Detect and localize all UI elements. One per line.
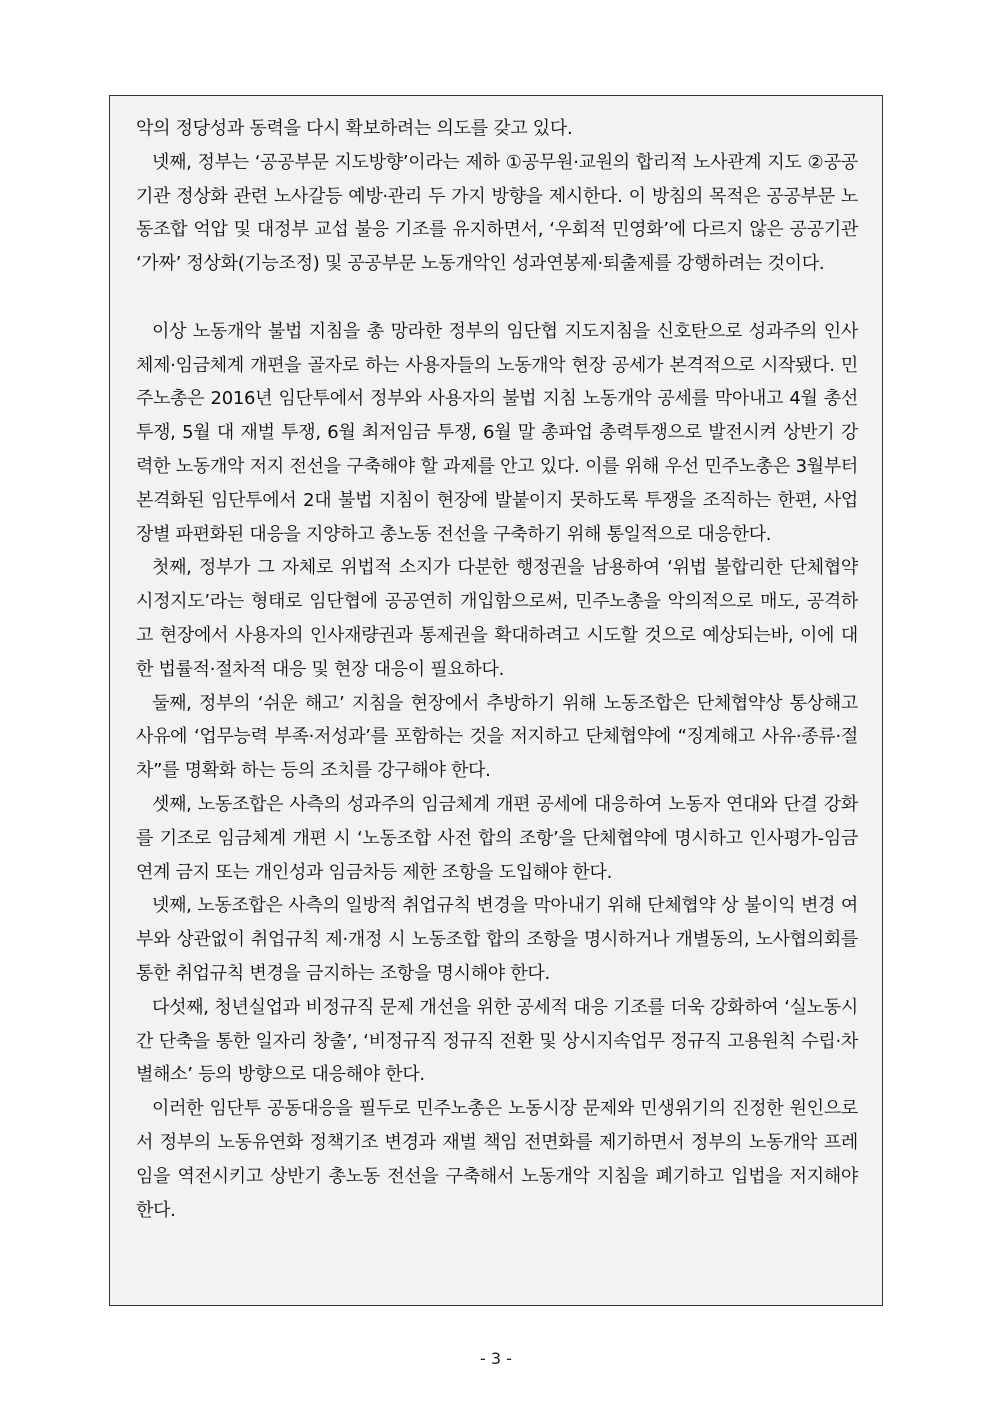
paragraph-fourth-government: 넷째, 정부는 ‘공공부문 지도방향’이라는 제하 ①공무원·교원의 합리적 노사관계 지도 ②공공기관 정상화 관련 노사갈등 예방·관리 두 가지 방향을 제시한다. 이 방침의 목적은 공공부문 노동조합 억압 및 대정부 교섭 불응 기조를 유지하면서, ‘우회적 민영화’에 다르지 않은 공공기관 ‘가짜’ 정상화(기능조정) 및 공공부문 노동개악인 성과연봉제·퇴출제를 강행하려는 것이다. <box>136 151 858 275</box>
paragraph-conclusion: 이러한 임단투 공동대응을 필두로 민주노총은 노동시장 문제와 민생위기의 진정한 원인으로서 정부의 노동유연화 정책기조 변경과 재벌 책임 전면화를 제기하면서 정부의 노동개악 프레임을 역전시키고 상반기 총노동 전선을 구축해서 노동개악 지침을 폐기하고 입법을 저지해야 한다. <box>136 1098 858 1221</box>
paragraph-first: 첫째, 정부가 그 자체로 위법적 소지가 다분한 행정권을 남용하여 ‘위법 불합리한 단체협약 시정지도’라는 형태로 임단협에 공공연히 개입함으로써, 민주노총을 악의적으로 매도, 공격하고 현장에서 사용자의 인사재량권과 통제권을 확대하려고 시도할 것으로 예상되는바, 이에 대한 법률적·절차적 대응 및 현장 대응이 필요하다. <box>136 557 858 680</box>
paragraph-fourth: 넷째, 노동조합은 사측의 일방적 취업규칙 변경을 막아내기 위해 단체협약 상 불이익 변경 여부와 상관없이 취업규칙 제·개정 시 노동조합 합의 조항을 명시하거나 개별동의, 노사협의회를 통한 취업규칙 변경을 금지하는 조항을 명시해야 한다. <box>136 895 858 984</box>
paragraph-gap <box>136 281 858 315</box>
page-number: - 3 - <box>480 1349 512 1368</box>
content-box <box>109 95 883 1306</box>
paragraph-continuation: 악의 정당성과 동력을 다시 확보하려는 의도를 갖고 있다. <box>136 118 573 139</box>
paragraph-third: 셋째, 노동조합은 사측의 성과주의 임금체계 개편 공세에 대응하여 노동자 연대와 단결 강화를 기조로 임금체계 개편 시 ‘노동조합 사전 합의 조항’을 단체협약에 명시하고 인사평가-임금 연계 금지 또는 개인성과 임금차등 제한 조항을 도입해야 한다. <box>136 793 858 883</box>
paragraph-fifth: 다섯째, 청년실업과 비정규직 문제 개선을 위한 공세적 대응 기조를 더욱 강화하여 ‘실노동시간 단축을 통한 일자리 창출’, ‘비정규직 정규직 전환 및 상시지속업무 정규직 고용원칙 수립·차별해소’ 등의 방향으로 대응해야 한다. <box>136 996 858 1086</box>
paragraph-second: 둘째, 정부의 ‘쉬운 해고’ 지침을 현장에서 추방하기 위해 노동조합은 단체협약상 통상해고 사유에 ‘업무능력 부족·저성과’를 포함하는 것을 저지하고 단체협약에 “징계해고 사유·종류·절차”를 명확화 하는 등의 조치를 강구해야 한다. <box>136 692 858 782</box>
paragraph-summary: 이상 노동개악 불법 지침을 총 망라한 정부의 임단협 지도지침을 신호탄으로 성과주의 인사체제·임금체계 개편을 골자로 하는 사용자들의 노동개악 현장 공세가 본격적으로 시작됐다. 민주노총은 2016년 임단투에서 정부와 사용자의 불법 지침 노동개악 공세를 막아내고 4월 총선 투쟁, 5월 대 재벌 투쟁, 6월 최저임금 투쟁, 6월 말 총파업 총력투쟁으로 발전시켜 상반기 강력한 노동개악 저지 전선을 구축해야 할 과제를 안고 있다. 이를 위해 우선 민주노총은 3월부터 본격화된 임단투에서 2대 불법 지침이 현장에 발붙이지 못하도록 투쟁을 조직하는 한편, 사업장별 파편화된 대응을 지양하고 총노동 전선을 구축하기 위해 통일적으로 대응한다. <box>136 320 858 545</box>
